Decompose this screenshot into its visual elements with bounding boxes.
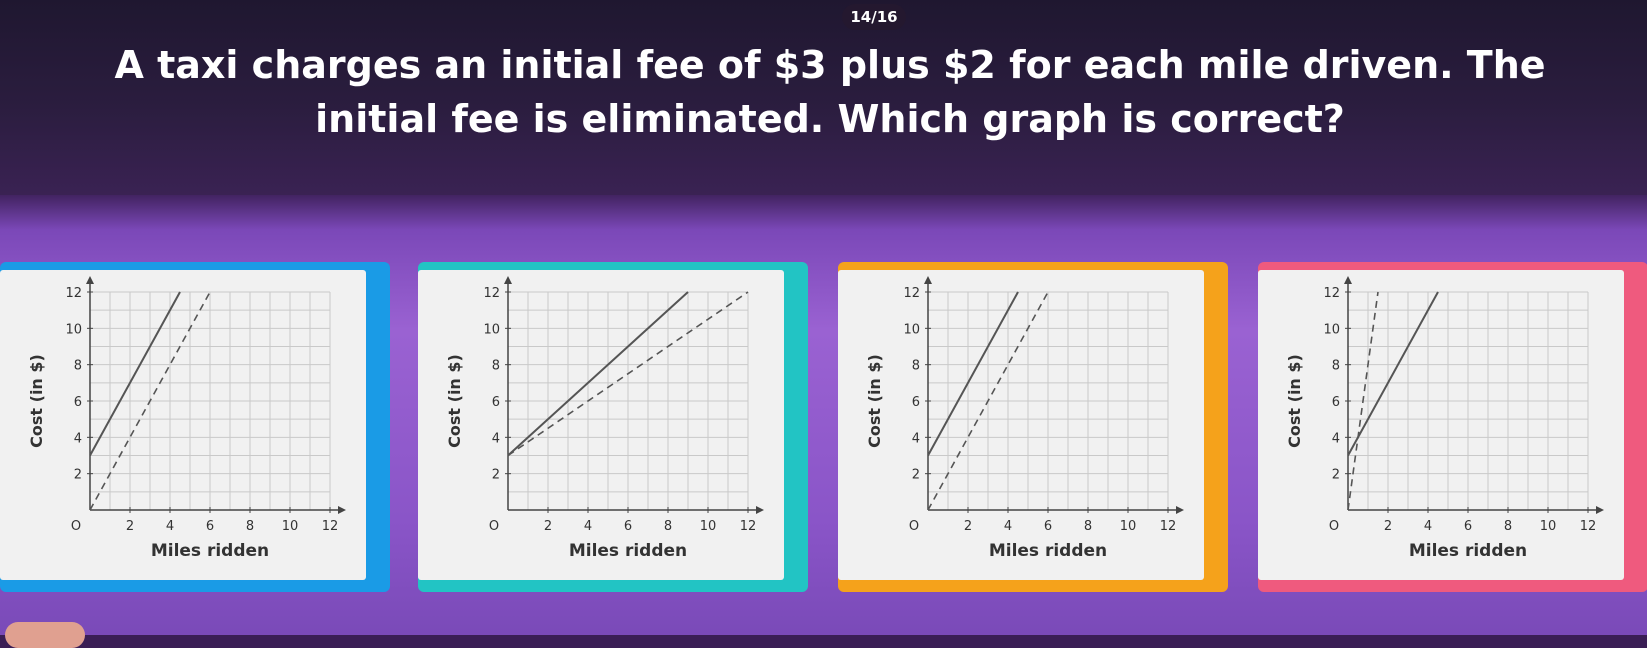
origin-label: O xyxy=(488,519,500,534)
y-tick-label: 6 xyxy=(911,395,920,410)
y-axis-arrow xyxy=(1344,276,1352,284)
x-tick-label: 6 xyxy=(623,519,633,534)
x-tick-label: 4 xyxy=(1003,519,1013,534)
answer-option-3[interactable] xyxy=(838,262,1228,592)
question-header xyxy=(0,0,1647,195)
y-tick-label: 2 xyxy=(491,467,500,483)
x-axis-arrow xyxy=(1596,506,1604,514)
origin-label: O xyxy=(70,519,82,534)
graph-panel-3 xyxy=(838,270,1204,580)
origin-label: O xyxy=(1328,519,1340,534)
x-tick-label: 10 xyxy=(1119,519,1137,534)
y-tick-label: 6 xyxy=(491,395,500,410)
progress-counter: 14/16 xyxy=(842,4,906,30)
y-axis-arrow xyxy=(924,276,932,284)
x-axis-label: Miles ridden xyxy=(1408,541,1528,561)
graph-panel-2 xyxy=(418,270,784,580)
y-tick-label: 2 xyxy=(911,467,920,483)
solid-series-line xyxy=(508,292,688,456)
x-axis-label: Miles ridden xyxy=(568,541,688,561)
graph-panel-4 xyxy=(1258,270,1624,580)
answer-option-4[interactable] xyxy=(1258,262,1647,592)
y-axis-arrow xyxy=(86,276,94,284)
x-tick-label: 12 xyxy=(739,519,757,534)
x-tick-label: 6 xyxy=(1043,519,1053,534)
x-tick-label: 2 xyxy=(1383,519,1393,534)
x-tick-label: 6 xyxy=(205,519,215,534)
y-axis-arrow xyxy=(504,276,512,284)
x-tick-label: 12 xyxy=(1579,519,1597,534)
x-tick-label: 8 xyxy=(1503,519,1513,534)
y-tick-label: 8 xyxy=(911,358,920,374)
x-tick-label: 12 xyxy=(321,519,339,534)
y-tick-label: 6 xyxy=(1331,395,1340,410)
x-axis-arrow xyxy=(756,506,764,514)
x-tick-label: 10 xyxy=(1539,519,1557,534)
y-tick-label: 8 xyxy=(491,358,500,374)
origin-label: O xyxy=(908,519,920,534)
x-tick-label: 8 xyxy=(1083,519,1093,534)
y-axis-label: Cost (in $) xyxy=(865,354,884,448)
y-tick-label: 2 xyxy=(73,467,82,483)
y-tick-label: 4 xyxy=(491,431,500,447)
graph-1 xyxy=(0,270,366,580)
y-tick-label: 10 xyxy=(1323,322,1340,338)
y-axis-label: Cost (in $) xyxy=(1285,354,1304,448)
graph-4 xyxy=(1258,270,1624,580)
graph-panel-1 xyxy=(0,270,366,580)
solid-series-line xyxy=(90,292,180,456)
y-tick-label: 6 xyxy=(73,395,82,410)
x-tick-label: 10 xyxy=(281,519,299,534)
solid-series-line xyxy=(1348,292,1438,456)
x-tick-label: 2 xyxy=(543,519,553,534)
x-tick-label: 4 xyxy=(583,519,593,534)
question-text: A taxi charges an initial fee of $3 plus $2 for each mile driven. The initial fee is eliminated. Which graph is correct? xyxy=(114,43,1546,141)
x-tick-label: 2 xyxy=(125,519,135,534)
answer-option-2[interactable] xyxy=(418,262,808,592)
y-tick-label: 10 xyxy=(483,322,500,338)
y-axis-label: Cost (in $) xyxy=(445,354,464,448)
graph-3 xyxy=(838,270,1204,580)
x-axis-label: Miles ridden xyxy=(150,541,270,561)
y-axis-label: Cost (in $) xyxy=(27,354,46,448)
y-tick-label: 12 xyxy=(483,286,500,301)
y-tick-label: 8 xyxy=(1331,358,1340,374)
x-tick-label: 2 xyxy=(963,519,973,534)
y-tick-label: 8 xyxy=(73,358,82,374)
y-tick-label: 4 xyxy=(911,431,920,447)
answer-option-1[interactable] xyxy=(0,262,390,592)
y-tick-label: 10 xyxy=(65,322,82,338)
x-tick-label: 4 xyxy=(1423,519,1433,534)
y-tick-label: 4 xyxy=(1331,431,1340,447)
x-tick-label: 8 xyxy=(663,519,673,534)
x-tick-label: 10 xyxy=(699,519,717,534)
x-axis-arrow xyxy=(1176,506,1184,514)
graph-2 xyxy=(418,270,784,580)
y-tick-label: 12 xyxy=(65,286,82,301)
x-axis-arrow xyxy=(338,506,346,514)
x-tick-label: 8 xyxy=(245,519,255,534)
x-tick-label: 12 xyxy=(1159,519,1177,534)
y-tick-label: 10 xyxy=(903,322,920,338)
y-tick-label: 12 xyxy=(1323,286,1340,301)
y-tick-label: 4 xyxy=(73,431,82,447)
solid-series-line xyxy=(928,292,1018,456)
x-axis-label: Miles ridden xyxy=(988,541,1108,561)
y-tick-label: 2 xyxy=(1331,467,1340,483)
decorative-blob xyxy=(5,622,85,648)
x-tick-label: 4 xyxy=(165,519,175,534)
x-tick-label: 6 xyxy=(1463,519,1473,534)
y-tick-label: 12 xyxy=(903,286,920,301)
